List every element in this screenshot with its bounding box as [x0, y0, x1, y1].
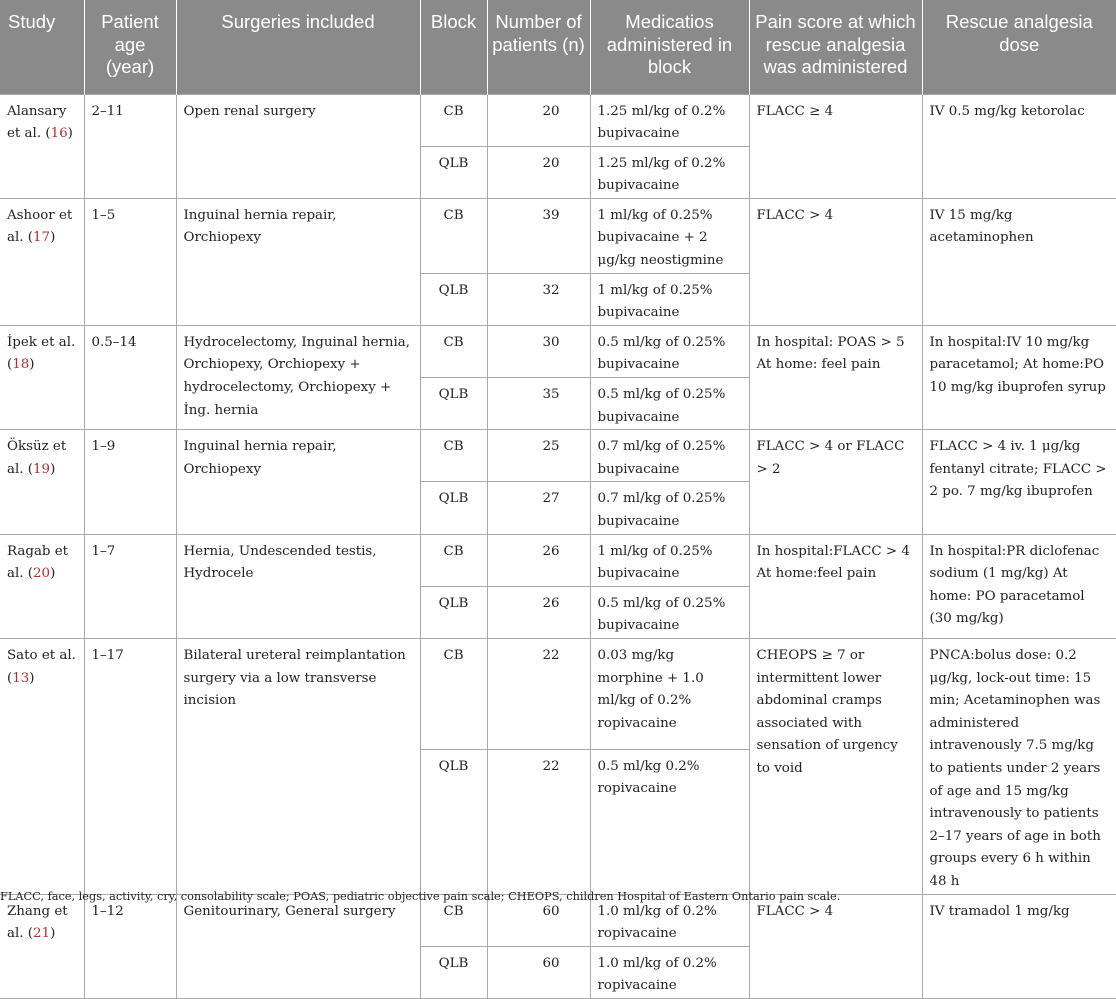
medication: 0.5 ml/kg of 0.25% bupivacaine — [590, 378, 749, 430]
medication: 1 ml/kg of 0.25% bupivacaine + 2 μg/kg neostigmine — [590, 198, 749, 273]
medication: 0.5 ml/kg 0.2% ropivacaine — [590, 749, 749, 894]
study-name: İpek et al. (18) — [0, 325, 84, 429]
study-name: Ragab et al. (20) — [0, 534, 84, 638]
block-type: QLB — [420, 146, 487, 198]
table-header-row — [0, 0, 1116, 94]
patient-count: 27 — [487, 482, 590, 534]
block-type: CB — [420, 430, 487, 482]
patient-count: 25 — [487, 430, 590, 482]
table-row — [0, 198, 1116, 273]
reference-link[interactable]: 18 — [12, 357, 30, 373]
medication: 1.25 ml/kg of 0.2% bupivacaine — [590, 94, 749, 146]
patient-age: 1–5 — [84, 198, 176, 325]
table-row — [0, 534, 1116, 586]
study-name: Öksüz et al. (19) — [0, 430, 84, 534]
block-type: QLB — [420, 482, 487, 534]
medication: 0.5 ml/kg of 0.25% bupivacaine — [590, 586, 749, 638]
header-medications: Medicatios administered in block — [590, 0, 749, 94]
patient-age: 1–9 — [84, 430, 176, 534]
medication: 1 ml/kg of 0.25% bupivacaine — [590, 273, 749, 325]
pain-score: FLACC > 4 — [749, 198, 922, 325]
header-block: Block — [420, 0, 487, 94]
pain-score: FLACC ≥ 4 — [749, 94, 922, 198]
surgeries: Hydrocelectomy, Inguinal hernia, Orchiopexy, Orchiopexy + hydrocelectomy, Orchiopexy + İng. hernia — [176, 325, 420, 429]
table-row — [0, 638, 1116, 749]
block-type: QLB — [420, 946, 487, 998]
reference-link[interactable]: 17 — [33, 230, 51, 246]
study-name: Alansary et al. (16) — [0, 94, 84, 198]
block-type: CB — [420, 198, 487, 273]
header-number-of-patients: Number of patients (n) — [487, 0, 590, 94]
reference-link[interactable]: 13 — [12, 670, 30, 686]
medication: 1 ml/kg of 0.25% bupivacaine — [590, 534, 749, 586]
rescue-dose: PNCA:bolus dose: 0.2 μg/kg, lock-out time: 15 min; Acetaminophen was administered intravenously 7.5 mg/kg to patients under 2 years of age and 15 mg/kg intravenously to patients 2–17 years of age in both groups every 6 h within 48 h — [922, 638, 1116, 894]
surgeries: Bilateral ureteral reimplantation surgery via a low transverse incision — [176, 638, 420, 894]
patient-count: 22 — [487, 638, 590, 749]
block-type: CB — [420, 325, 487, 377]
block-type: QLB — [420, 273, 487, 325]
rescue-dose: IV tramadol 1 mg/kg — [922, 894, 1116, 998]
medication: 1.25 ml/kg of 0.2% bupivacaine — [590, 146, 749, 198]
rescue-dose: In hospital:PR diclofenac sodium (1 mg/kg) At home: PO paracetamol (30 mg/kg) — [922, 534, 1116, 638]
patient-age: 1–12 — [84, 894, 176, 998]
medication: 0.7 ml/kg of 0.25% bupivacaine — [590, 430, 749, 482]
patient-count: 26 — [487, 534, 590, 586]
pain-score: CHEOPS ≥ 7 or intermittent lower abdominal cramps associated with sensation of urgency to void — [749, 638, 922, 894]
medication: 0.7 ml/kg of 0.25% bupivacaine — [590, 482, 749, 534]
header-surgeries: Surgeries included — [176, 0, 420, 94]
patient-count: 35 — [487, 378, 590, 430]
patient-count: 26 — [487, 586, 590, 638]
pain-score: FLACC > 4 or FLACC > 2 — [749, 430, 922, 534]
table-row — [0, 94, 1116, 146]
pain-score: FLACC > 4 — [749, 894, 922, 998]
header-pain-score: Pain score at which rescue analgesia was administered — [749, 0, 922, 94]
patient-count: 30 — [487, 325, 590, 377]
patient-count: 32 — [487, 273, 590, 325]
block-type: CB — [420, 94, 487, 146]
reference-link[interactable]: 21 — [33, 926, 51, 942]
table-row — [0, 430, 1116, 482]
reference-link[interactable]: 19 — [33, 461, 51, 477]
surgeries: Hernia, Undescended testis, Hydrocele — [176, 534, 420, 638]
rescue-dose: IV 0.5 mg/kg ketorolac — [922, 94, 1116, 198]
patient-count: 20 — [487, 94, 590, 146]
header-patient-age: Patient age (year) — [84, 0, 176, 94]
rescue-dose: In hospital:IV 10 mg/kg paracetamol; At home:PO 10 mg/kg ibuprofen syrup — [922, 325, 1116, 429]
patient-count: 60 — [487, 946, 590, 998]
rescue-dose: FLACC > 4 iv. 1 μg/kg fentanyl citrate; FLACC > 2 po. 7 mg/kg ibuprofen — [922, 430, 1116, 534]
patient-age: 1–7 — [84, 534, 176, 638]
block-type: CB — [420, 894, 487, 946]
block-type: CB — [420, 534, 487, 586]
patient-count: 22 — [487, 749, 590, 894]
block-type: CB — [420, 638, 487, 749]
pain-score: In hospital:FLACC > 4 At home:feel pain — [749, 534, 922, 638]
reference-link[interactable]: 20 — [33, 566, 51, 582]
surgeries: Inguinal hernia repair, Orchiopexy — [176, 198, 420, 325]
study-name: Sato et al. (13) — [0, 638, 84, 894]
pain-score: In hospital: POAS > 5 At home: feel pain — [749, 325, 922, 429]
patient-age: 2–11 — [84, 94, 176, 198]
patient-age: 1–17 — [84, 638, 176, 894]
surgeries: Open renal surgery — [176, 94, 420, 198]
medication: 1.0 ml/kg of 0.2% ropivacaine — [590, 894, 749, 946]
study-name: Ashoor et al. (17) — [0, 198, 84, 325]
patient-count: 39 — [487, 198, 590, 273]
medication: 0.03 mg/kg morphine + 1.0 ml/kg of 0.2% ropivacaine — [590, 638, 749, 749]
block-type: QLB — [420, 586, 487, 638]
block-type: QLB — [420, 378, 487, 430]
medication: 1.0 ml/kg of 0.2% ropivacaine — [590, 946, 749, 998]
rescue-dose: IV 15 mg/kg acetaminophen — [922, 198, 1116, 325]
header-rescue-analgesia: Rescue analgesia dose — [922, 0, 1116, 94]
header-study: Study — [0, 0, 84, 94]
patient-age: 0.5–14 — [84, 325, 176, 429]
table-footnote: FLACC, face, legs, activity, cry, consolability scale; POAS, pediatric objective pain scale; CHEOPS, children Hospital of Eastern Ontario pain scale. — [0, 890, 841, 903]
surgeries: Inguinal hernia repair, Orchiopexy — [176, 430, 420, 534]
patient-count: 20 — [487, 146, 590, 198]
surgeries: Genitourinary, General surgery — [176, 894, 420, 998]
patient-count: 60 — [487, 894, 590, 946]
medication: 0.5 ml/kg of 0.25% bupivacaine — [590, 325, 749, 377]
table-row — [0, 325, 1116, 377]
block-type: QLB — [420, 749, 487, 894]
study-name: Zhang et al. (21) — [0, 894, 84, 998]
reference-link[interactable]: 16 — [50, 126, 68, 142]
